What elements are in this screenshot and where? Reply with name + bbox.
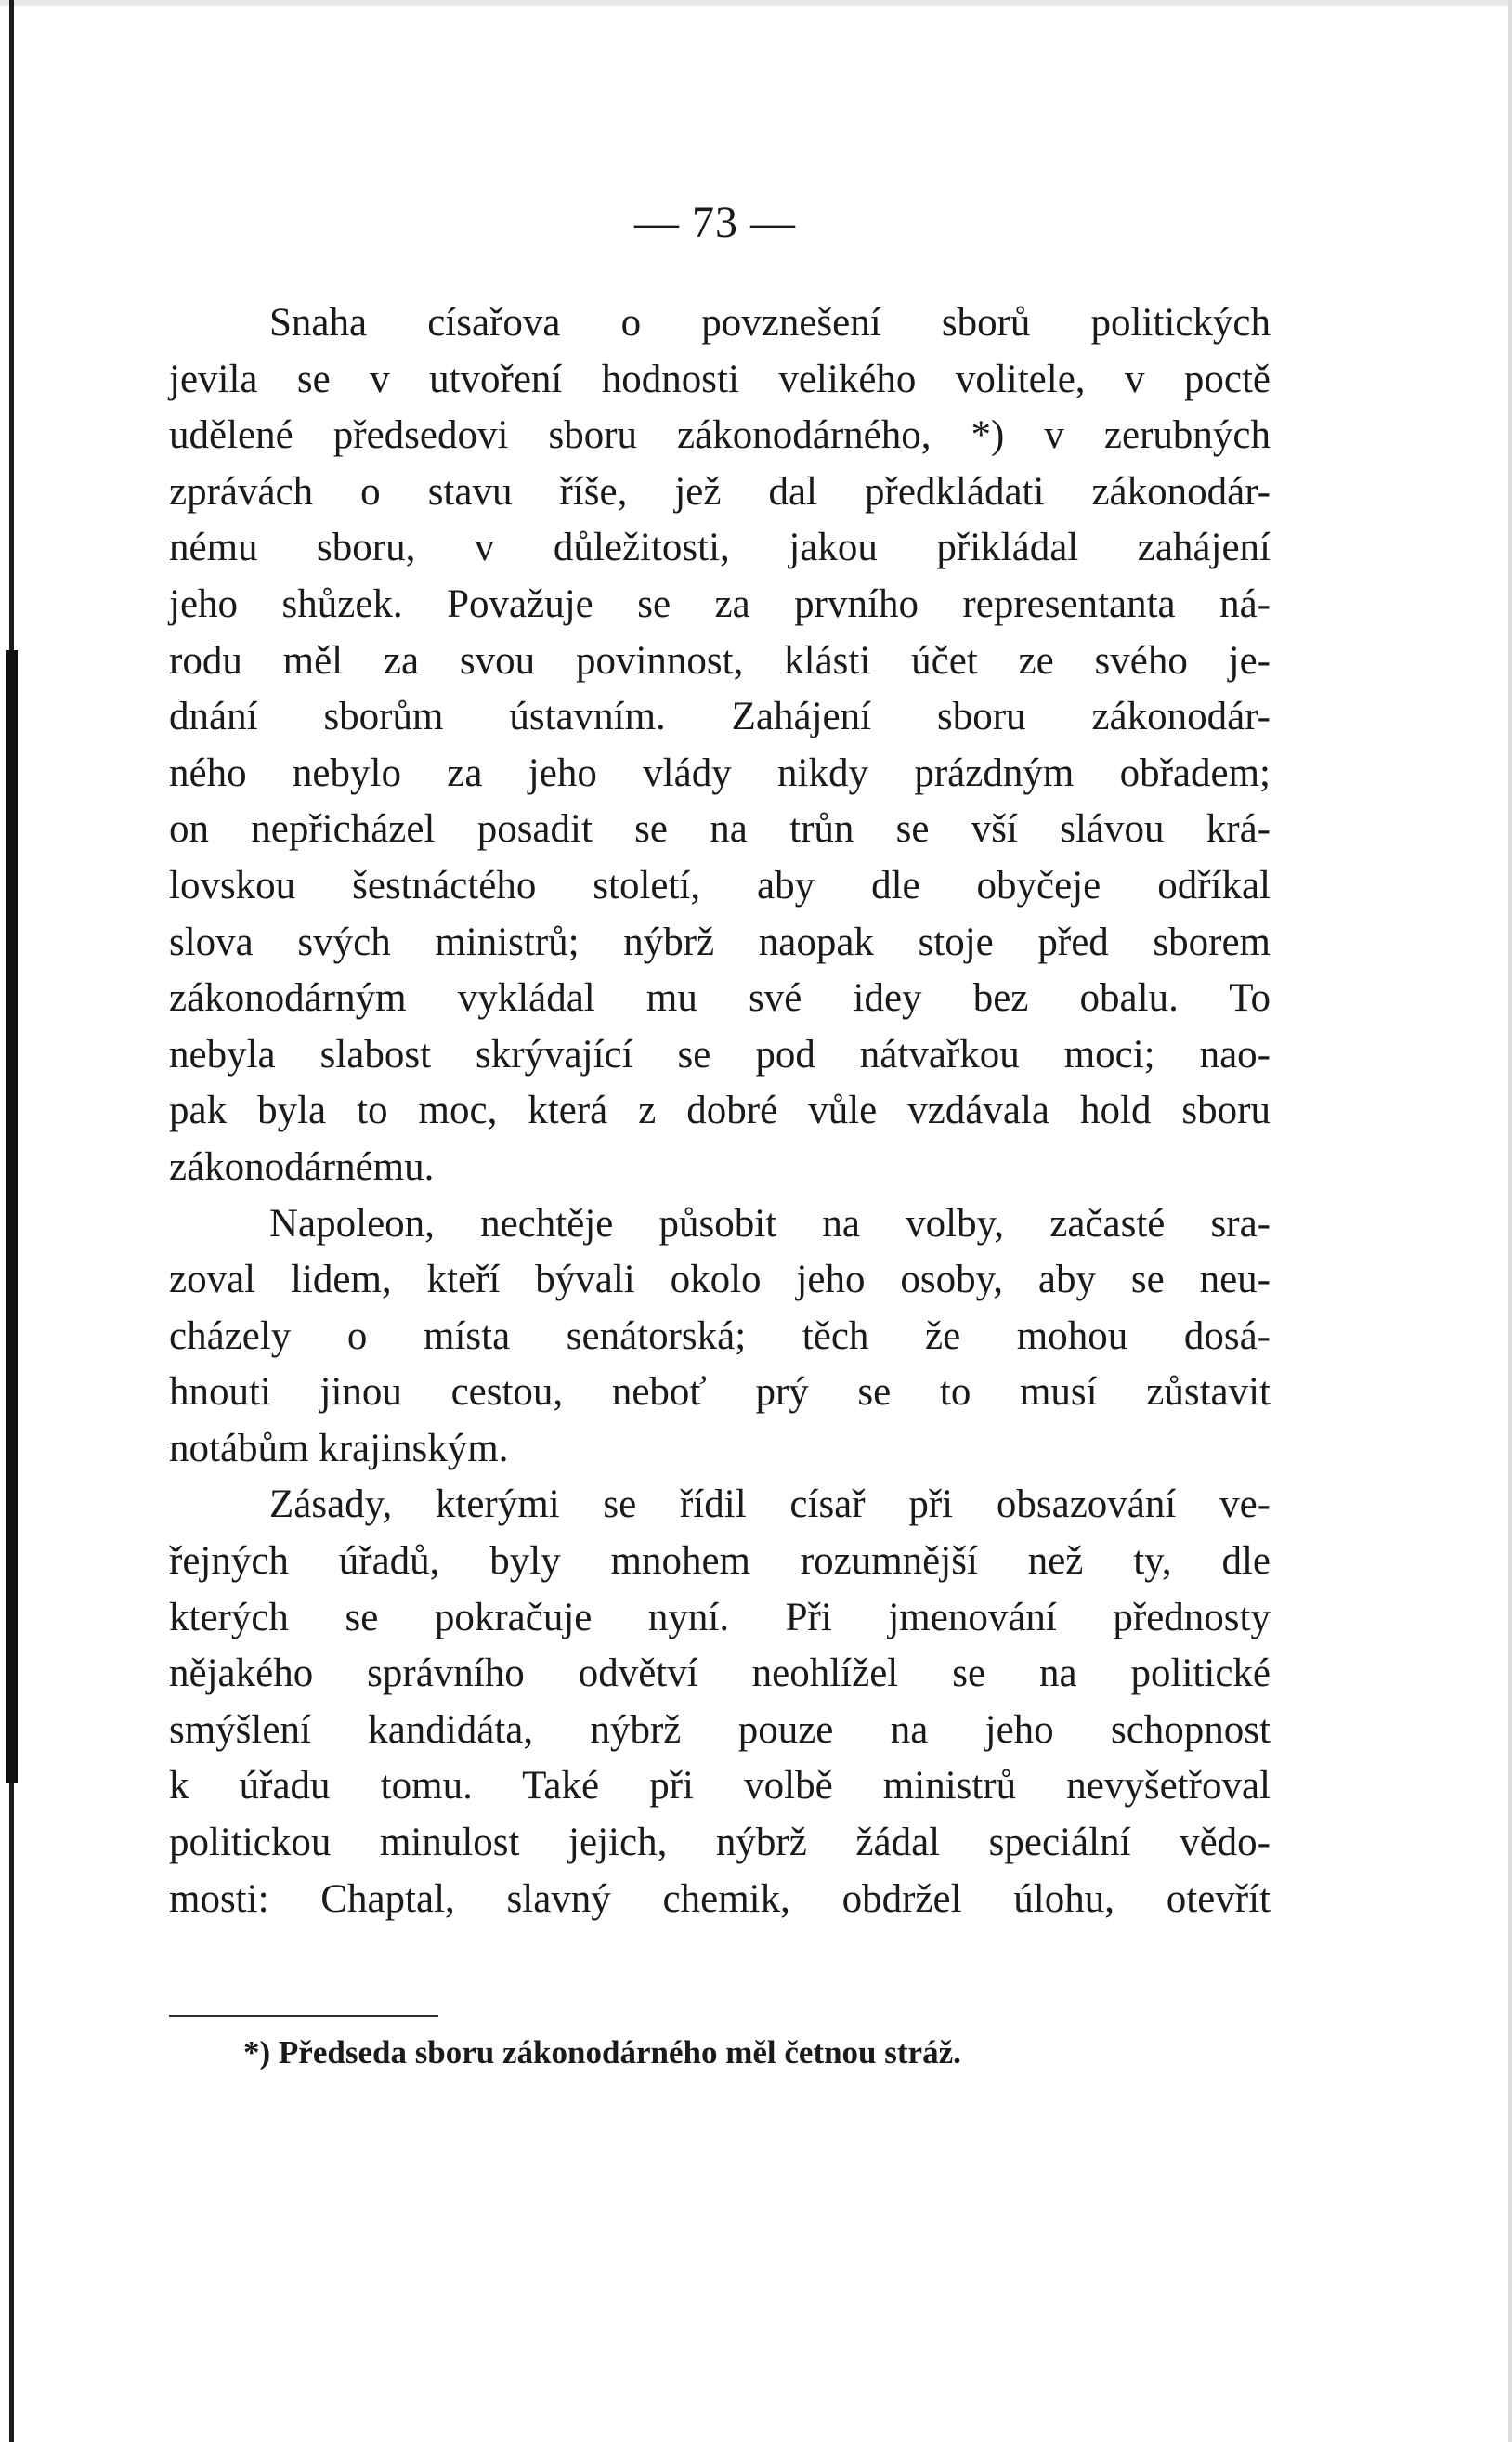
text-line: udělené předsedovi sboru zákonodárného, *) v zerubných	[169, 413, 1271, 458]
text-line: ného nebylo za jeho vlády nikdy prázdným obřadem;	[169, 751, 1271, 795]
footnote: *) Předseda sboru zákonodárného měl četnou stráž.	[243, 2034, 961, 2070]
text-line: rodu měl za svou povinnost, klásti účet ze svého je-	[169, 638, 1271, 683]
scan-edge-right	[1508, 0, 1512, 2442]
text-line: notábům krajinským.	[169, 1426, 509, 1470]
text-line: politickou minulost jejich, nýbrž žádal speciální vědo-	[169, 1821, 1271, 1865]
text-line: kterých se pokračuje nyní. Při jmenování přednosty	[169, 1595, 1271, 1639]
text-line: jeho shůzek. Považuje se za prvního representanta ná-	[169, 581, 1271, 626]
text-line: pak byla to moc, která z dobré vůle vzdávala hold sboru	[169, 1089, 1271, 1133]
text-line: nebyla slabost skrývající se pod nátvařkou moci; nao-	[169, 1032, 1271, 1077]
text-line: zoval lidem, kteří bývali okolo jeho osoby, aby se neu-	[169, 1258, 1271, 1302]
text-line: on nepřicházel posadit se na trůn se vší slávou krá-	[169, 807, 1271, 852]
text-line: Snaha císařova o povznešení sborů politických	[269, 301, 1271, 345]
text-line: nějakého správního odvětví neohlížel se na politické	[169, 1652, 1271, 1696]
body-text	[169, 295, 1271, 1927]
text-line: smýšlení kandidáta, nýbrž pouze na jeho schopnost	[169, 1707, 1271, 1752]
text-line: Napoleon, nechtěje působit na volby, začasté sra-	[269, 1201, 1271, 1246]
text-line: k úřadu tomu. Také při volbě ministrů nevyšetřoval	[169, 1764, 1271, 1809]
footnote-separator	[169, 2015, 438, 2017]
text-line: dnání sborům ústavním. Zahájení sboru zákonodár-	[169, 695, 1271, 739]
text-line: zprávách o stavu říše, jež dal předkládati zákonodár-	[169, 469, 1271, 514]
text-line: jevila se v utvoření hodnosti velikého volitele, v poctě	[169, 357, 1271, 401]
text-line: slova svých ministrů; nýbrž naopak stoje před sborem	[169, 920, 1271, 964]
text-line: zákonodárnému.	[169, 1144, 435, 1189]
text-line: mosti: Chaptal, slavný chemik, obdržel úlohu, otevřít	[169, 1876, 1271, 1921]
text-line: lovskou šestnáctého století, aby dle obyčeje odříkal	[169, 863, 1271, 908]
text-line: zákonodárným vykládal mu své idey bez obalu. To	[169, 976, 1271, 1021]
text-line: nému sboru, v důležitosti, jakou přikládal zahájení	[169, 526, 1271, 570]
text-line: řejných úřadů, byly mnohem rozumnější než ty, dle	[169, 1539, 1271, 1584]
scan-binding-shadow	[6, 650, 18, 1783]
page-number: — 73 —	[634, 198, 796, 247]
scan-edge-top	[0, 0, 1512, 6]
text-line: hnouti jinou cestou, neboť prý se to musí zůstavit	[169, 1370, 1271, 1415]
text-line: cházely o místa senátorská; těch že mohou dosá-	[169, 1313, 1271, 1358]
text-line: Zásady, kterými se řídil císař při obsazování ve-	[269, 1482, 1271, 1527]
